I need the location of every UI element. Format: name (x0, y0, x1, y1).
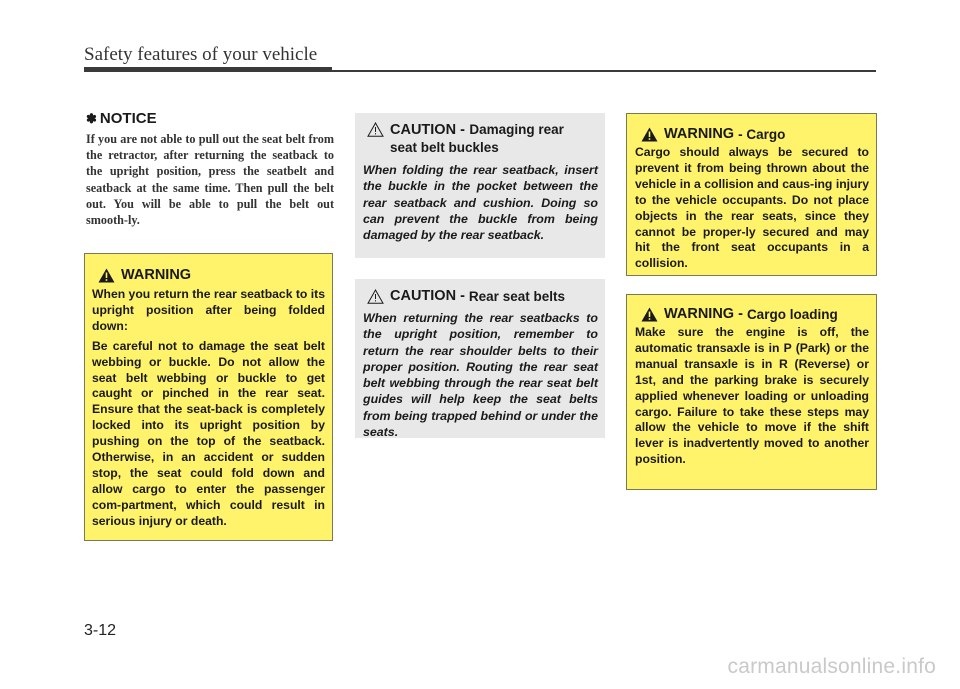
warning-title: WARNING - (664, 306, 743, 322)
warning-heading (98, 267, 325, 283)
header-rule-thin (332, 70, 876, 72)
caution-subtitle-line2: seat belt buckles (390, 140, 499, 155)
warning-box-cargo-loading (626, 294, 877, 490)
header-rule-thick (84, 67, 332, 72)
notice-section (86, 110, 334, 228)
warning-paragraph-1: When you return the rear seatback to its upright position after being folded down: (92, 287, 325, 333)
warning-text: Make sure the engine is off, the automatic transaxle is in P (Park) or the manual transaxle is in R (Reverse) or 1st, and the parking brake is securely applied whenever loading or unloading cargo. Failure to take these steps may allow the vehicle to move if the shift lever is inadvertently moved to another position. (635, 325, 869, 467)
caution-heading (367, 121, 598, 157)
caution-title: CAUTION - (390, 288, 465, 304)
warning-heading (641, 306, 869, 322)
warning-triangle-icon (98, 268, 115, 283)
notice-text: If you are not able to pull out the seat belt from the retractor, after returning the seatback to the upright position, press the seatbelt and seatback at the same time. Then pull the belt out. You will be able to pull the belt out smooth-ly. (86, 132, 334, 228)
caution-box-buckles (355, 113, 605, 258)
warning-triangle-icon (641, 307, 658, 322)
caution-subtitle: Damaging rear (469, 122, 564, 137)
warning-text (92, 287, 325, 530)
caution-text: When returning the rear seatbacks to the upright position, remember to return the rear shoulder belts to their proper position. Routing the rear seat belt webbing through the rear seat belt guides will help keep the seat belts from being trapped behind or under the seats. (363, 311, 598, 440)
caution-triangle-icon (367, 122, 384, 137)
warning-heading (641, 126, 869, 142)
notice-heading (86, 110, 334, 127)
warning-subtitle: Cargo loading (746, 306, 838, 322)
warning-title: WARNING (121, 267, 192, 283)
page-number: 3-12 (84, 622, 117, 639)
warning-triangle-icon (641, 127, 658, 142)
warning-title: WARNING (664, 126, 735, 142)
warning-subtitle: - Cargo (738, 126, 786, 142)
caution-text: When folding the rear seatback, insert the buckle in the pocket between the rear seatback and cushion. Doing so can prevent the buckle from being damaged by the rear seatback. (363, 163, 598, 243)
notice-title: NOTICE (99, 110, 157, 127)
warning-paragraph-2: Be careful not to damage the seat belt webbing or buckle. Do not allow the seat belt webbing or buckle to get caught or pinched in the rear seat. Ensure that the seat-back is completely locked into its upright position by pushing on the top of the seatback. Otherwise, in an accident or sudden stop, the seat could fold down and allow cargo to enter the passenger com-partment, which could result in serious injury or death. (92, 338, 325, 528)
caution-subtitle: Rear seat belts (468, 288, 565, 304)
caution-title: CAUTION - (390, 122, 465, 138)
warning-box-cargo (626, 113, 877, 276)
caution-triangle-icon (367, 289, 384, 304)
watermark-text: carmanualsonline.info (727, 655, 936, 678)
warning-box-seatback (84, 253, 333, 541)
page-header-title: Safety features of your vehicle (84, 44, 318, 65)
caution-heading (367, 288, 598, 304)
warning-text: Cargo should always be secured to prevent it from being thrown about the vehicle in a collision and caus-ing injury to the vehicle occupants. Do not place objects in the rear seats, since they cannot be proper-ly secured and may hit the front seat occupants in a collision. (635, 145, 869, 271)
caution-box-rear-belts (355, 279, 605, 438)
notice-star-icon: ✽ (86, 110, 97, 126)
